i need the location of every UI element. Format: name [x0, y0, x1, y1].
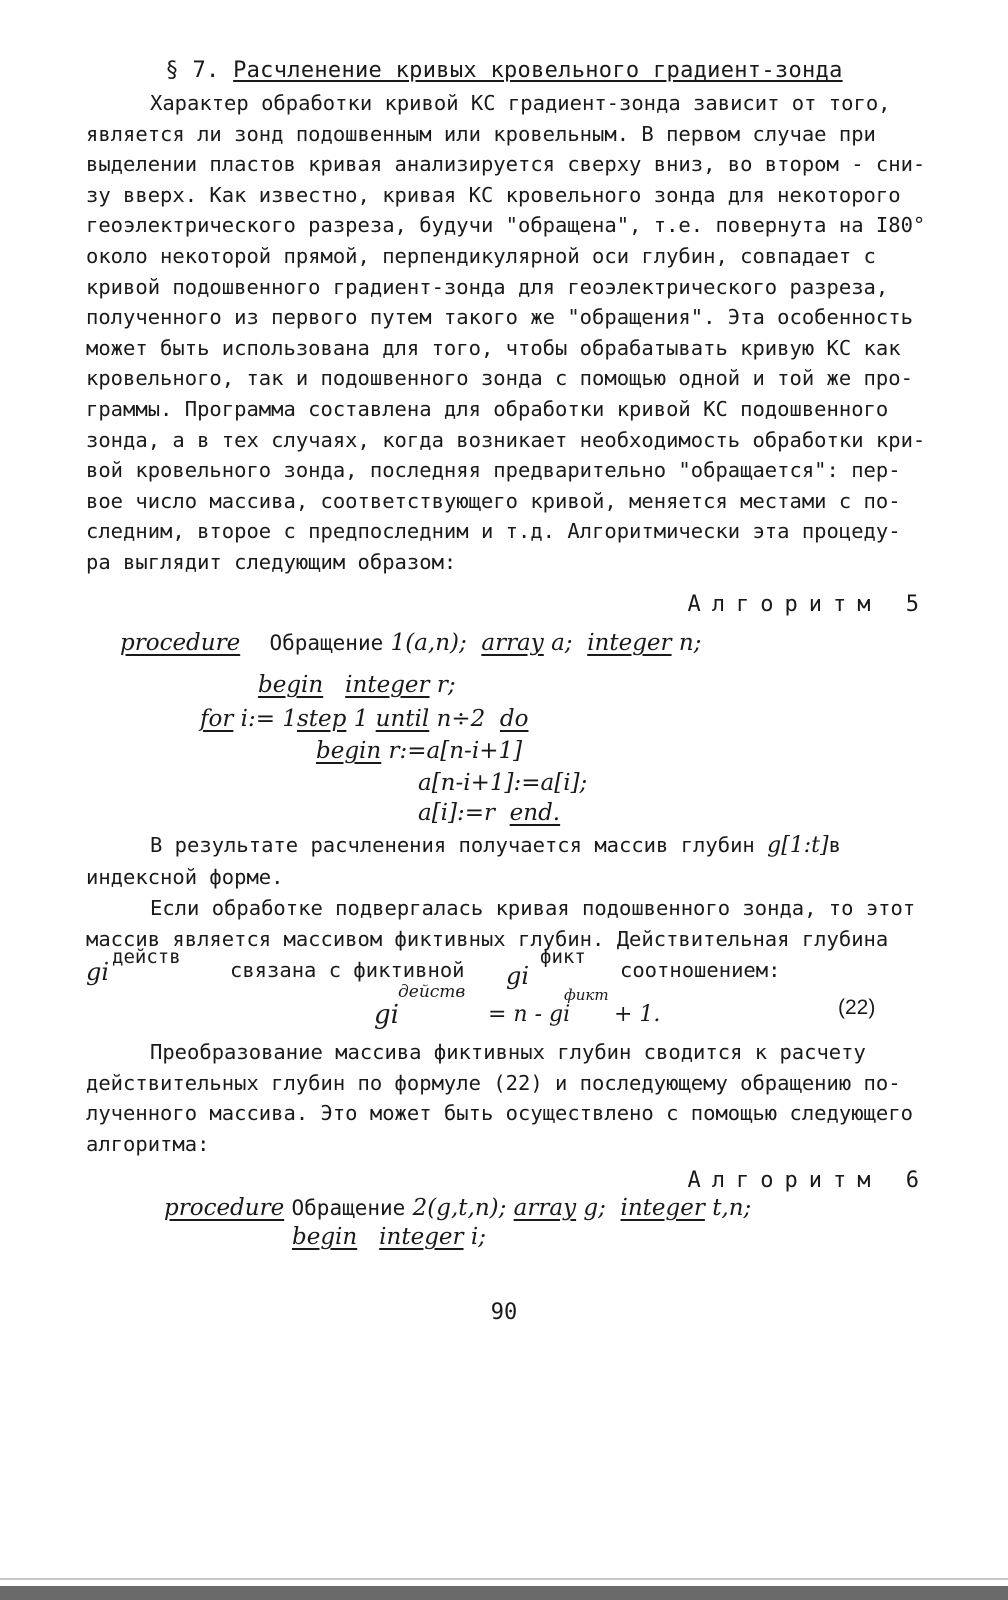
equation-number: (22) [838, 996, 876, 1019]
procedure-name: Обращение [291, 1196, 406, 1220]
text-line: Характер обработки кривой КС градиент-зонда зависит от того, [150, 91, 891, 115]
keyword: begin [292, 1224, 358, 1250]
text-line: алгоритма: [86, 1131, 210, 1156]
text-line: следним, второе с предпоследним и т.д. Алгоритмически эта процеду- [86, 519, 901, 544]
text-span: в [828, 833, 841, 857]
code-token: g; [583, 1195, 606, 1221]
keyword: end. [509, 800, 561, 826]
keyword: until [375, 706, 430, 732]
code-line [292, 1224, 486, 1250]
code-line [258, 672, 456, 698]
code-token: n÷2 [436, 706, 486, 732]
math-variable: g[1:t] [767, 833, 829, 858]
code-token: i:= 1 [240, 706, 297, 732]
code-line [200, 706, 528, 732]
formula-lhs: gi [374, 1000, 399, 1030]
text-line: вой кровельного зонда, последняя предварительно "обращается": пер- [86, 458, 901, 483]
code-line [120, 630, 701, 656]
text-line: кровельного, так и подошвенного зонда с помощью одной и той же про- [86, 366, 913, 391]
code-token: r; [436, 672, 456, 698]
section-number: § 7. [165, 58, 234, 83]
keyword: array [481, 630, 544, 656]
code-line [164, 1195, 751, 1221]
keyword: for [200, 706, 234, 732]
text-line: может быть использована для того, чтобы обрабатывать кривую КС как [86, 335, 901, 360]
keyword: procedure [164, 1195, 285, 1221]
text-line: зу вверх. Как известно, кривая КС кровельного зонда для некоторого [86, 182, 901, 207]
code-line [316, 738, 522, 764]
algorithm-6-label: Алгоритм 6 [687, 1168, 930, 1193]
text-line: ра выглядит следующим образом: [86, 549, 457, 574]
paragraph-result [86, 830, 948, 892]
text-span: соотношением: [620, 958, 781, 982]
section-heading [0, 58, 1008, 83]
keyword: array [513, 1195, 577, 1221]
keyword: step [297, 706, 347, 732]
text-span: В результате расчленения получается массив глубин [150, 833, 768, 857]
text-line: массив является массивом фиктивных глубин. Действительная глубина [86, 926, 889, 951]
text-line: является ли зонд подошвенным или кровельным. В первом случае при [86, 121, 876, 146]
code-line [418, 770, 587, 796]
keyword: begin [258, 672, 324, 698]
math-variable: gi [506, 962, 530, 990]
page-number: 90 [490, 1300, 518, 1325]
code-token: a; [551, 630, 573, 656]
code-token: i; [470, 1224, 486, 1250]
code-token: 1(a,n); [390, 630, 467, 656]
code-token: 1 [353, 706, 369, 732]
text-line [86, 830, 948, 862]
code-line [418, 800, 560, 826]
code-token: r:=a[n-i+1] [388, 738, 523, 764]
text-line: геоэлектрического разреза, будучи "обращена", т.е. повернута на I80° [86, 213, 926, 238]
text-line: около некоторой прямой, перпендикулярной оси глубин, совпадает с [86, 243, 876, 268]
text-line: зонда, а в тех случаях, когда возникает необходимость обработки кри- [86, 427, 926, 452]
text-line: действительных глубин по формуле (22) и последующему обращению по- [86, 1070, 901, 1095]
algorithm-5-label: Алгоритм 5 [687, 592, 930, 617]
paragraph-intro [86, 88, 948, 578]
formula-rhs-tail: + 1. [614, 1002, 661, 1027]
keyword: do [499, 706, 529, 732]
keyword: integer [620, 1195, 705, 1221]
formula-rhs: = n - gi [488, 1002, 571, 1027]
text-line: Преобразование массива фиктивных глубин сводится к расчету [150, 1040, 866, 1064]
formula-rhs-superscript: фикт [564, 986, 609, 1004]
code-token: a[i]:=r [418, 800, 496, 826]
keyword: integer [587, 630, 672, 656]
math-variable: gi [86, 958, 110, 986]
scan-edge-line [0, 1578, 1008, 1580]
code-token: n; [678, 630, 702, 656]
paragraph-transform [86, 1037, 948, 1159]
section-title: Расчленение кривых кровельного градиент-зонда [233, 58, 843, 83]
superscript: действ [112, 946, 181, 968]
text-line: граммы. Программа составлена для обработки кривой КС подошвенного [86, 396, 889, 421]
text-line: лученного массива. Это может быть осуществлено с помощью следующего [86, 1101, 913, 1126]
keyword: integer [379, 1224, 464, 1250]
code-token: 2(g,t,n); [412, 1195, 507, 1221]
code-token: a[n-i+1]:=a[i]; [418, 770, 588, 796]
formula-lhs-superscript: действ [398, 982, 466, 1002]
text-line: выделении пластов кривая анализируется сверху вниз, во втором - сни- [86, 152, 926, 177]
text-line: вое число массива, соответствующего кривой, меняется местами с по- [86, 488, 901, 513]
superscript: фикт [540, 946, 586, 968]
code-token: t,n; [712, 1195, 752, 1221]
procedure-name: Обращение [269, 631, 384, 655]
text-line: Если обработке подвергалась кривая подошвенного зонда, то этот [150, 896, 916, 920]
text-span: связана с фиктивной [230, 958, 465, 982]
keyword: integer [345, 672, 430, 698]
keyword: procedure [120, 630, 241, 656]
scan-edge-bar [0, 1586, 1008, 1600]
text-line: полученного из первого путем такого же "обращения". Эта особенность [86, 305, 913, 330]
text-line: кривой подошвенного градиент-зонда для геоэлектрического разреза, [86, 274, 889, 299]
keyword: begin [316, 738, 382, 764]
paragraph-fictive [86, 893, 948, 954]
text-line: индексной форме. [86, 864, 284, 889]
